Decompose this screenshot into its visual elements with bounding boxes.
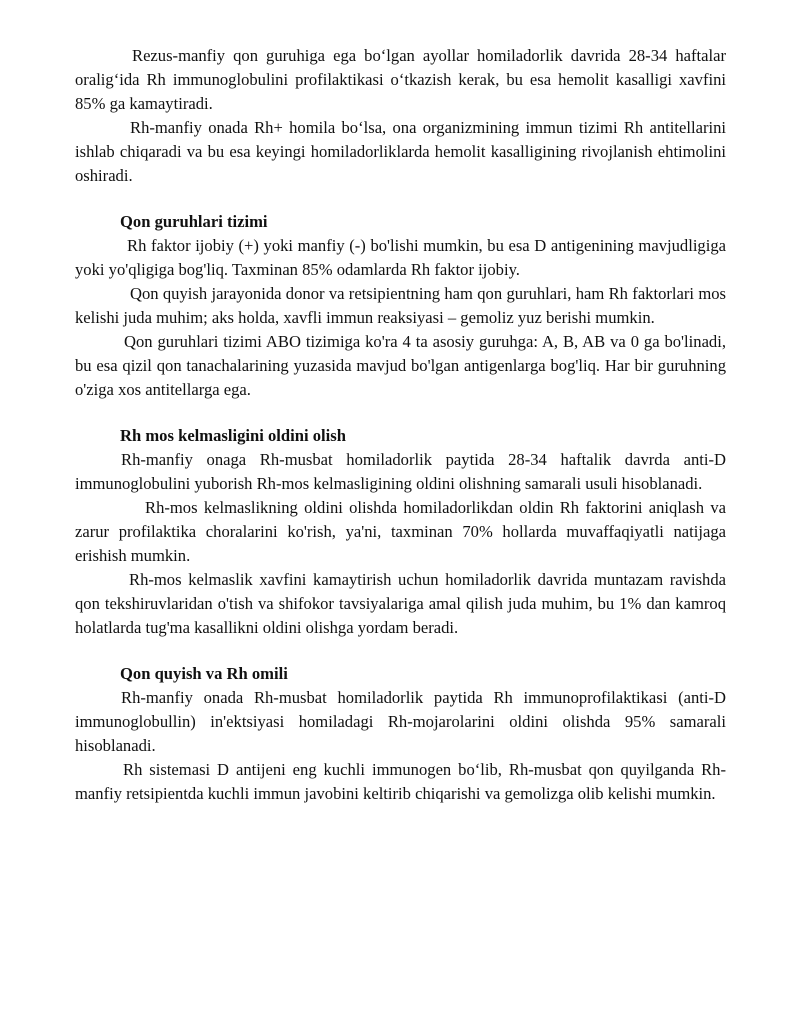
- paragraph-qon-tekshiruvlari: Rh-mos kelmaslik xavfini kamaytirish uchun homiladorlik davrida muntazam ravishda qon tekshiruvlaridan o'tish va shifokor tavsiyalariga amal qilish juda muhim, bu 1% dan kamroq holatlarda tug'ma kasallikni oldini olishga yordam beradi.: [75, 570, 726, 637]
- paragraph-qon-quyish-jarayoni: Qon quyish jarayonida donor va retsipientning ham qon guruhlari, ham Rh faktorlari mos kelishi juda muhim; aks holda, xavfli immun reaksiyasi – gemoliz yuz berishi mumkin.: [75, 284, 726, 327]
- section-heading-rh-mos-kelmaslik: Rh mos kelmasligini oldini olish: [120, 426, 346, 445]
- paragraph-anti-d: Rh-manfiy onaga Rh-musbat homiladorlik paytida 28-34 haftalik davrda anti-D immunoglobulini yuborish Rh-mos kelmasligining oldini olishning samarali usuli hisoblanadi.: [75, 450, 726, 493]
- paragraph-abo-tizimi: Qon guruhlari tizimi ABO tizimiga ko'ra 4 ta asosiy guruhga: A, B, AB va 0 ga bo'linadi, bu esa qizil qon tanachalarining yuzasida mavjud bo'lgan antigenlarga bog'liq. Har bir guruhning o'ziga xos antitellarga ega.: [75, 332, 726, 399]
- section-heading-qon-guruhlari: Qon guruhlari tizimi: [120, 212, 268, 231]
- paragraph-rh-faktor-aniqlash: Rh-mos kelmaslikning oldini olishda homiladorlikdan oldin Rh faktorini aniqlash va zarur profilaktika choralarini ko'rish, ya'ni, taxminan 70% hollarda muvaffaqiyatli natijaga erishish mumkin.: [75, 498, 726, 565]
- paragraph-rezus-profilaktika: Rezus-manfiy qon guruhiga ega bo‘lgan ayollar homiladorlik davrida 28-34 haftalar oralig‘ida Rh immunoglobulini profilaktikasi o‘tkazish kerak, bu esa hemolit kasalligi xavfini 85% ga kamaytiradi.: [75, 46, 726, 113]
- paragraph-d-antijen: Rh sistemasi D antijeni eng kuchli immunogen bo‘lib, Rh-musbat qon quyilganda Rh-manfiy retsipientda kuchli immun javobini keltirib chiqarishi va gemolizga olib kelishi mumkin.: [75, 760, 726, 803]
- document-page: [75, 44, 726, 806]
- paragraph-rh-faktor: Rh faktor ijobiy (+) yoki manfiy (-) bo'lishi mumkin, bu esa D antigenining mavjudligiga yoki yo'qligiga bog'liq. Taxminan 85% odamlarda Rh faktor ijobiy.: [75, 236, 726, 279]
- section-heading-qon-quyish: Qon quyish va Rh omili: [120, 664, 288, 683]
- paragraph-rh-manfiy-ona: Rh-manfiy onada Rh+ homila bo‘lsa, ona organizmining immun tizimi Rh antitellarini ishlab chiqaradi va bu esa keyingi homiladorliklarda hemolit kasalligining rivojlanish ehtimolini oshiradi.: [75, 118, 726, 185]
- paragraph-immunoprofilaktika: Rh-manfiy onada Rh-musbat homiladorlik paytida Rh immunoprofilaktikasi (anti-D immunoglobullin) in'ektsiyasi homiladagi Rh-mojarolarini oldini olishda 95% samarali hisoblanadi.: [75, 688, 726, 755]
